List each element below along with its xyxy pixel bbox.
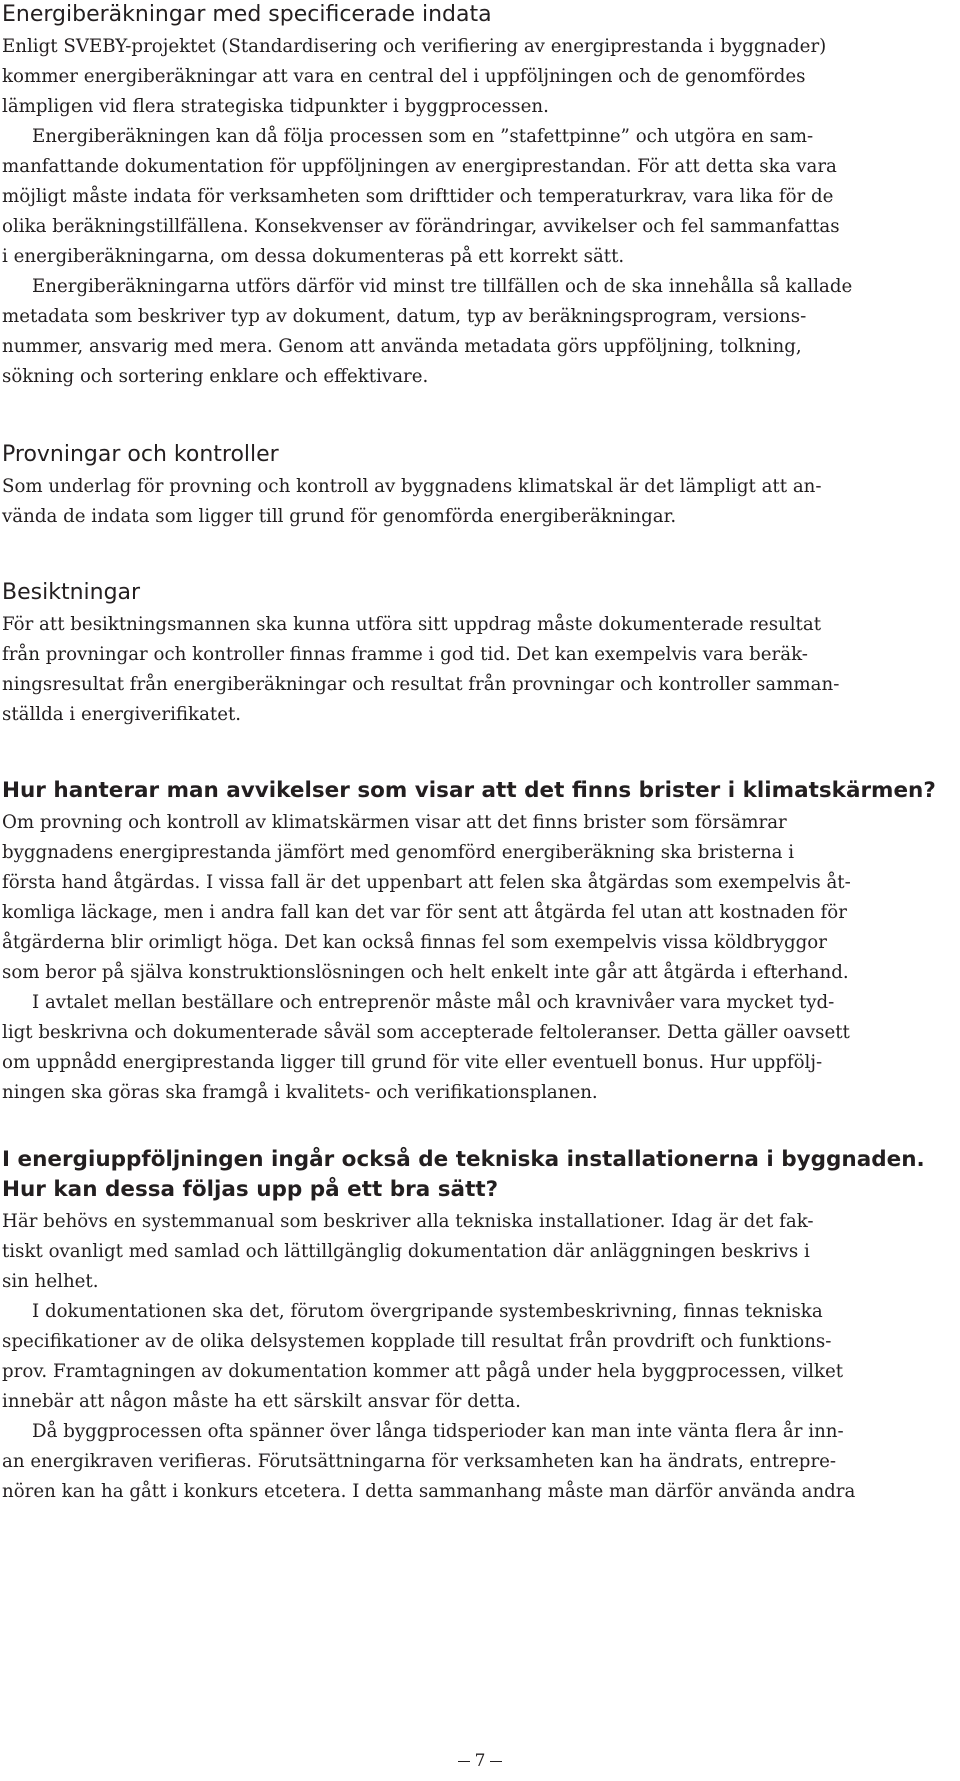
text-line: åtgärderna blir orimligt höga. Det kan också finnas fel som exempelvis vissa köldbryggor: [2, 932, 827, 953]
text-line: olika beräkningstillfällena. Konsekvenser av förändringar, avvikelser och fel sammanfattas: [2, 216, 840, 237]
text-line: Enligt SVEBY-projektet (Standardisering och verifiering av energiprestanda i byggnader): [2, 36, 827, 57]
text-line: Energiberäkningarna utförs därför vid minst tre tillfällen och de ska innehålla så kallade: [32, 276, 853, 297]
text-line: nummer, ansvarig med mera. Genom att använda metadata görs uppföljning, tolkning,: [2, 336, 802, 357]
section-avvikelser: [2, 776, 954, 1108]
text-line: Som underlag för provning och kontroll av byggnadens klimatskal är det lämpligt att an-: [2, 476, 822, 497]
text-line: ningsresultat från energiberäkningar och resultat från provningar och kontroller samman-: [2, 674, 840, 695]
text-line: kommer energiberäkningar att vara en central del i uppföljningen och de genomfördes: [2, 66, 806, 87]
question-heading-line-2: Hur kan dessa följas upp på ett bra sätt?: [2, 1177, 499, 1202]
page-number-dash-right: [490, 1761, 502, 1762]
section-body: [2, 472, 954, 532]
section-installationer: [2, 1145, 954, 1507]
page-number: [0, 1750, 960, 1772]
section-heading: Energiberäkningar med specificerade indata: [2, 2, 492, 27]
text-line: metadata som beskriver typ av dokument, datum, typ av beräkningsprogram, versions-: [2, 306, 807, 327]
text-line: byggnadens energiprestanda jämfört med genomförd energiberäkning ska bristerna i: [2, 842, 795, 863]
text-line: vända de indata som ligger till grund för genomförda energiberäkningar.: [2, 506, 677, 527]
text-line: möjligt måste indata för verksamheten som drifttider och temperaturkrav, vara lika för de: [2, 186, 834, 207]
text-line: Här behövs en systemmanual som beskriver alla tekniska installationer. Idag är det fak-: [2, 1211, 814, 1232]
section-heading: Besiktningar: [2, 580, 141, 605]
section-body: [2, 1207, 954, 1507]
page-number-value: 7: [474, 1751, 486, 1771]
text-line: som beror på själva konstruktionslösningen och helt enkelt inte går att åtgärda i efterhand.: [2, 962, 849, 983]
section-body: [2, 808, 954, 1108]
text-line: I dokumentationen ska det, förutom övergripande systembeskrivning, finnas tekniska: [32, 1301, 823, 1322]
text-line: ställda i energiverifikatet.: [2, 704, 242, 725]
text-line: innebär att någon måste ha ett särskilt ansvar för detta.: [2, 1391, 521, 1412]
text-line: lämpligen vid flera strategiska tidpunkter i byggprocessen.: [2, 96, 549, 117]
text-line: från provningar och kontroller finnas framme i god tid. Det kan exempelvis vara beräk-: [2, 644, 808, 665]
section-heading: Provningar och kontroller: [2, 442, 279, 467]
text-line: första hand åtgärdas. I vissa fall är det uppenbart att felen ska åtgärdas som exempelvis åt-: [2, 872, 851, 893]
text-line: specifikationer av de olika delsystemen kopplade till resultat från provdrift och funktions-: [2, 1331, 832, 1352]
section-besiktningar: [2, 578, 954, 730]
text-line: nören kan ha gått i konkurs etcetera. I detta sammanhang måste man därför använda andra: [2, 1481, 856, 1502]
question-heading: Hur hanterar man avvikelser som visar att det finns brister i klimatskärmen?: [2, 778, 936, 803]
text-line: sökning och sortering enklare och effektivare.: [2, 366, 429, 387]
section-energiberakningar: [2, 0, 954, 392]
section-body: [2, 610, 954, 730]
section-provningar: [2, 440, 954, 532]
text-line: Energiberäkningen kan då följa processen som en ”stafettpinne” och utgöra en sam-: [32, 126, 814, 147]
question-heading-line-1: I energiuppföljningen ingår också de tekniska installationerna i byggnaden.: [2, 1147, 925, 1172]
text-line: sin helhet.: [2, 1271, 99, 1292]
text-line: an energikraven verifieras. Förutsättningarna för verksamheten kan ha ändrats, entrepre-: [2, 1451, 837, 1472]
text-line: i energiberäkningarna, om dessa dokumenteras på ett korrekt sätt.: [2, 246, 625, 267]
text-line: om uppnådd energiprestanda ligger till grund för vite eller eventuell bonus. Hur uppfölj-: [2, 1052, 823, 1073]
text-line: komliga läckage, men i andra fall kan det var för sent att åtgärda fel utan att kostnaden för: [2, 902, 847, 923]
text-line: I avtalet mellan beställare och entreprenör måste mål och kravnivåer vara mycket tyd-: [32, 992, 835, 1013]
text-line: För att besiktningsmannen ska kunna utföra sitt uppdrag måste dokumenterade resultat: [2, 614, 822, 635]
page-number-dash-left: [458, 1761, 470, 1762]
text-line: Då byggprocessen ofta spänner över långa tidsperioder kan man inte vänta flera år inn-: [32, 1421, 844, 1442]
text-line: tiskt ovanligt med samlad och lättillgänglig dokumentation där anläggningen beskrivs i: [2, 1241, 810, 1262]
text-line: prov. Framtagningen av dokumentation kommer att pågå under hela byggprocessen, vilket: [2, 1361, 844, 1382]
text-line: ningen ska göras ska framgå i kvalitets- och verifikationsplanen.: [2, 1082, 598, 1103]
text-line: ligt beskrivna och dokumenterade såväl som accepterade feltoleranser. Detta gäller oavsett: [2, 1022, 850, 1043]
section-body: [2, 32, 954, 392]
text-line: Om provning och kontroll av klimatskärmen visar att det finns brister som försämrar: [2, 812, 787, 833]
text-line: manfattande dokumentation för uppföljningen av energiprestandan. För att detta ska vara: [2, 156, 837, 177]
